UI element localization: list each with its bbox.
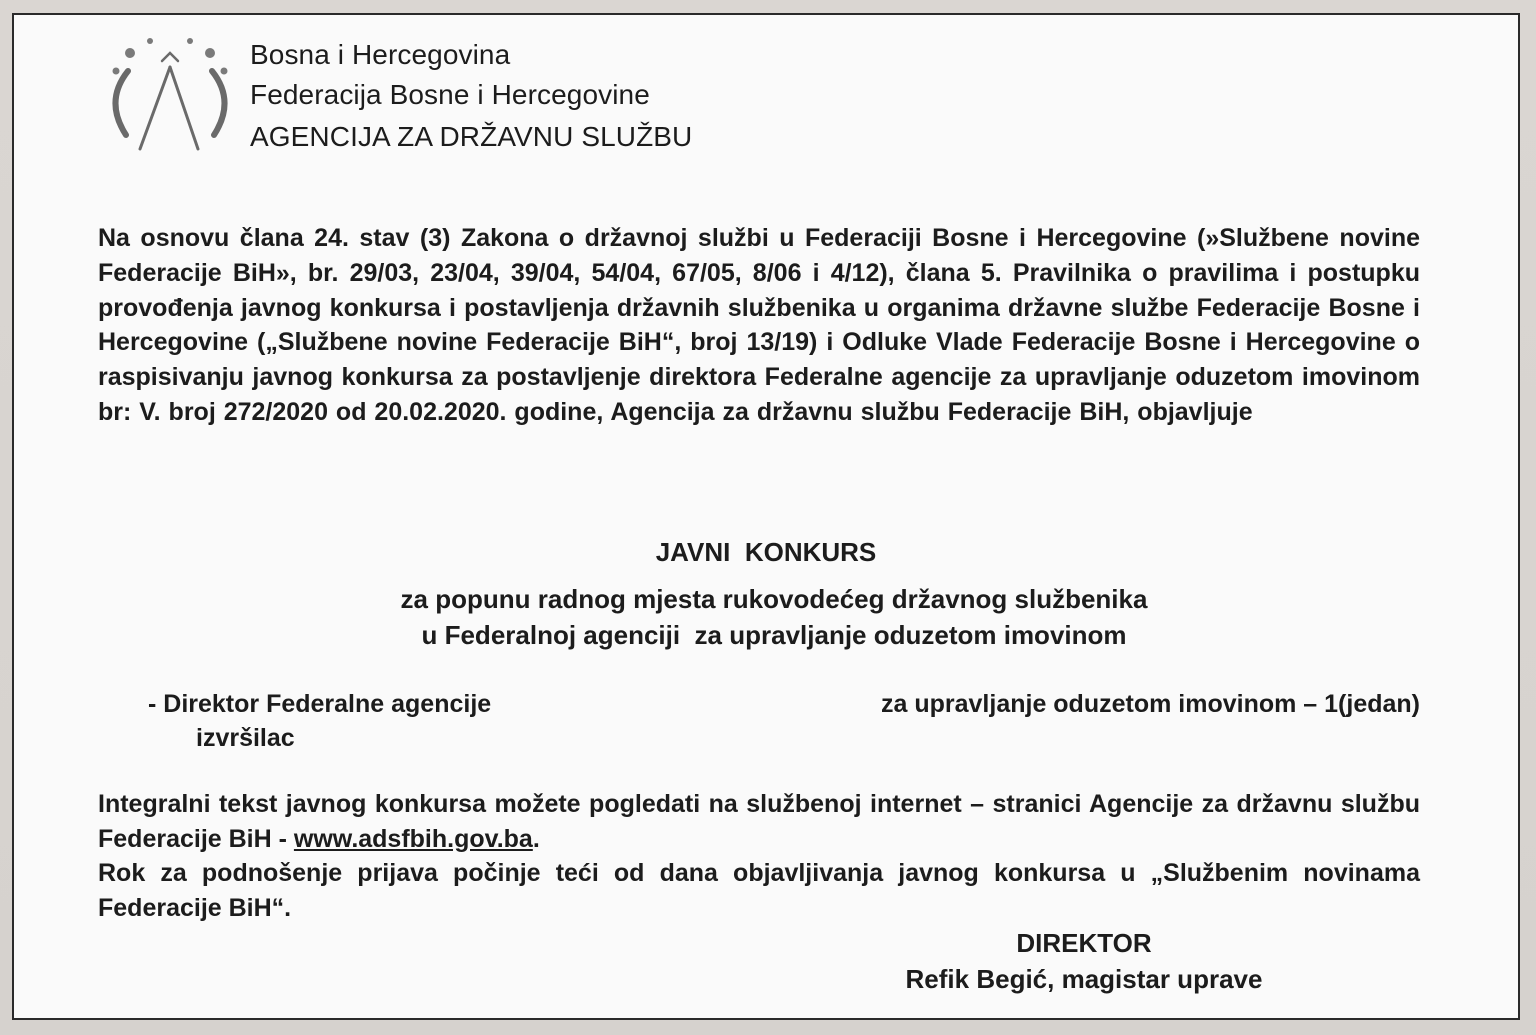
closing-paragraph — [98, 787, 1420, 925]
signature-block — [794, 925, 1374, 997]
position-count: izvršilac — [196, 724, 295, 752]
notice-document — [12, 13, 1520, 1020]
notice-title-text: JAVNI KONKURS — [655, 537, 877, 567]
integral-text-end: . — [532, 824, 540, 853]
agency-logo-icon — [100, 31, 240, 171]
notice-title — [14, 537, 1518, 568]
signatory-role: DIREKTOR — [1016, 928, 1152, 958]
deadline-note: Rok za podnošenje prijava počinje teći od dana objavljivanja javnog konkursa u „Službenim novinama Federacije BiH“. — [98, 859, 1420, 922]
federation-name: Federacija Bosne i Hercegovine — [250, 79, 650, 110]
notice-subtitle — [254, 581, 1294, 653]
signatory-name: Refik Begić, magistar uprave — [905, 964, 1263, 994]
legal-basis-paragraph: Na osnovu člana 24. stav (3) Zakona o državnoj službi u Federaciji Bosne i Hercegovine (»Službene novine Federacije BiH», br. 29/03, 23/04, 39/04, 54/04, 67/05, 8/06 i 4/12), člana 5. Pravilnika o pravilima i postupku provođenja javnog konkursa i postavljenja državnih službenika u organima državne službe Federacije Bosne i Hercegovine („Službene novine Federacije BiH“, broj 13/19) i Odluke Vlade Federacije Bosne i Hercegovine o raspisivanju javnog konkursa za postavljenje direktora Federalne agencije za upravljanje oduzetom imovinom br: V. broj 272/2020 od 20.02.2020. godine, Agencija za državnu službu Federacije BiH, objavljuje — [98, 224, 1420, 426]
position-item — [148, 687, 1420, 755]
integral-text: Integralni tekst javnog konkursa možete pogledati na službenoj internet – stranici Agencije za državnu službu Federacije BiH - — [98, 790, 1420, 853]
subtitle-line-1: za popunu radnog mjesta rukovodećeg državnog službenika — [400, 584, 1148, 614]
position-title: - Direktor Federalne agencije — [148, 690, 492, 718]
position-scope: za upravljanje oduzetom imovinom – 1(jedan) — [881, 690, 1420, 718]
agency-name: AGENCIJA ZA DRŽAVNU SLUŽBU — [250, 121, 693, 152]
agency-website-link[interactable]: www.adsfbih.gov.ba — [293, 824, 533, 853]
subtitle-line-2: u Federalnoj agenciji za upravljanje oduzetom imovinom — [421, 620, 1127, 650]
integral-text-note — [98, 787, 1420, 856]
agency-header — [250, 35, 692, 157]
position-line — [148, 687, 1420, 721]
country-name: Bosna i Hercegovina — [250, 39, 511, 70]
